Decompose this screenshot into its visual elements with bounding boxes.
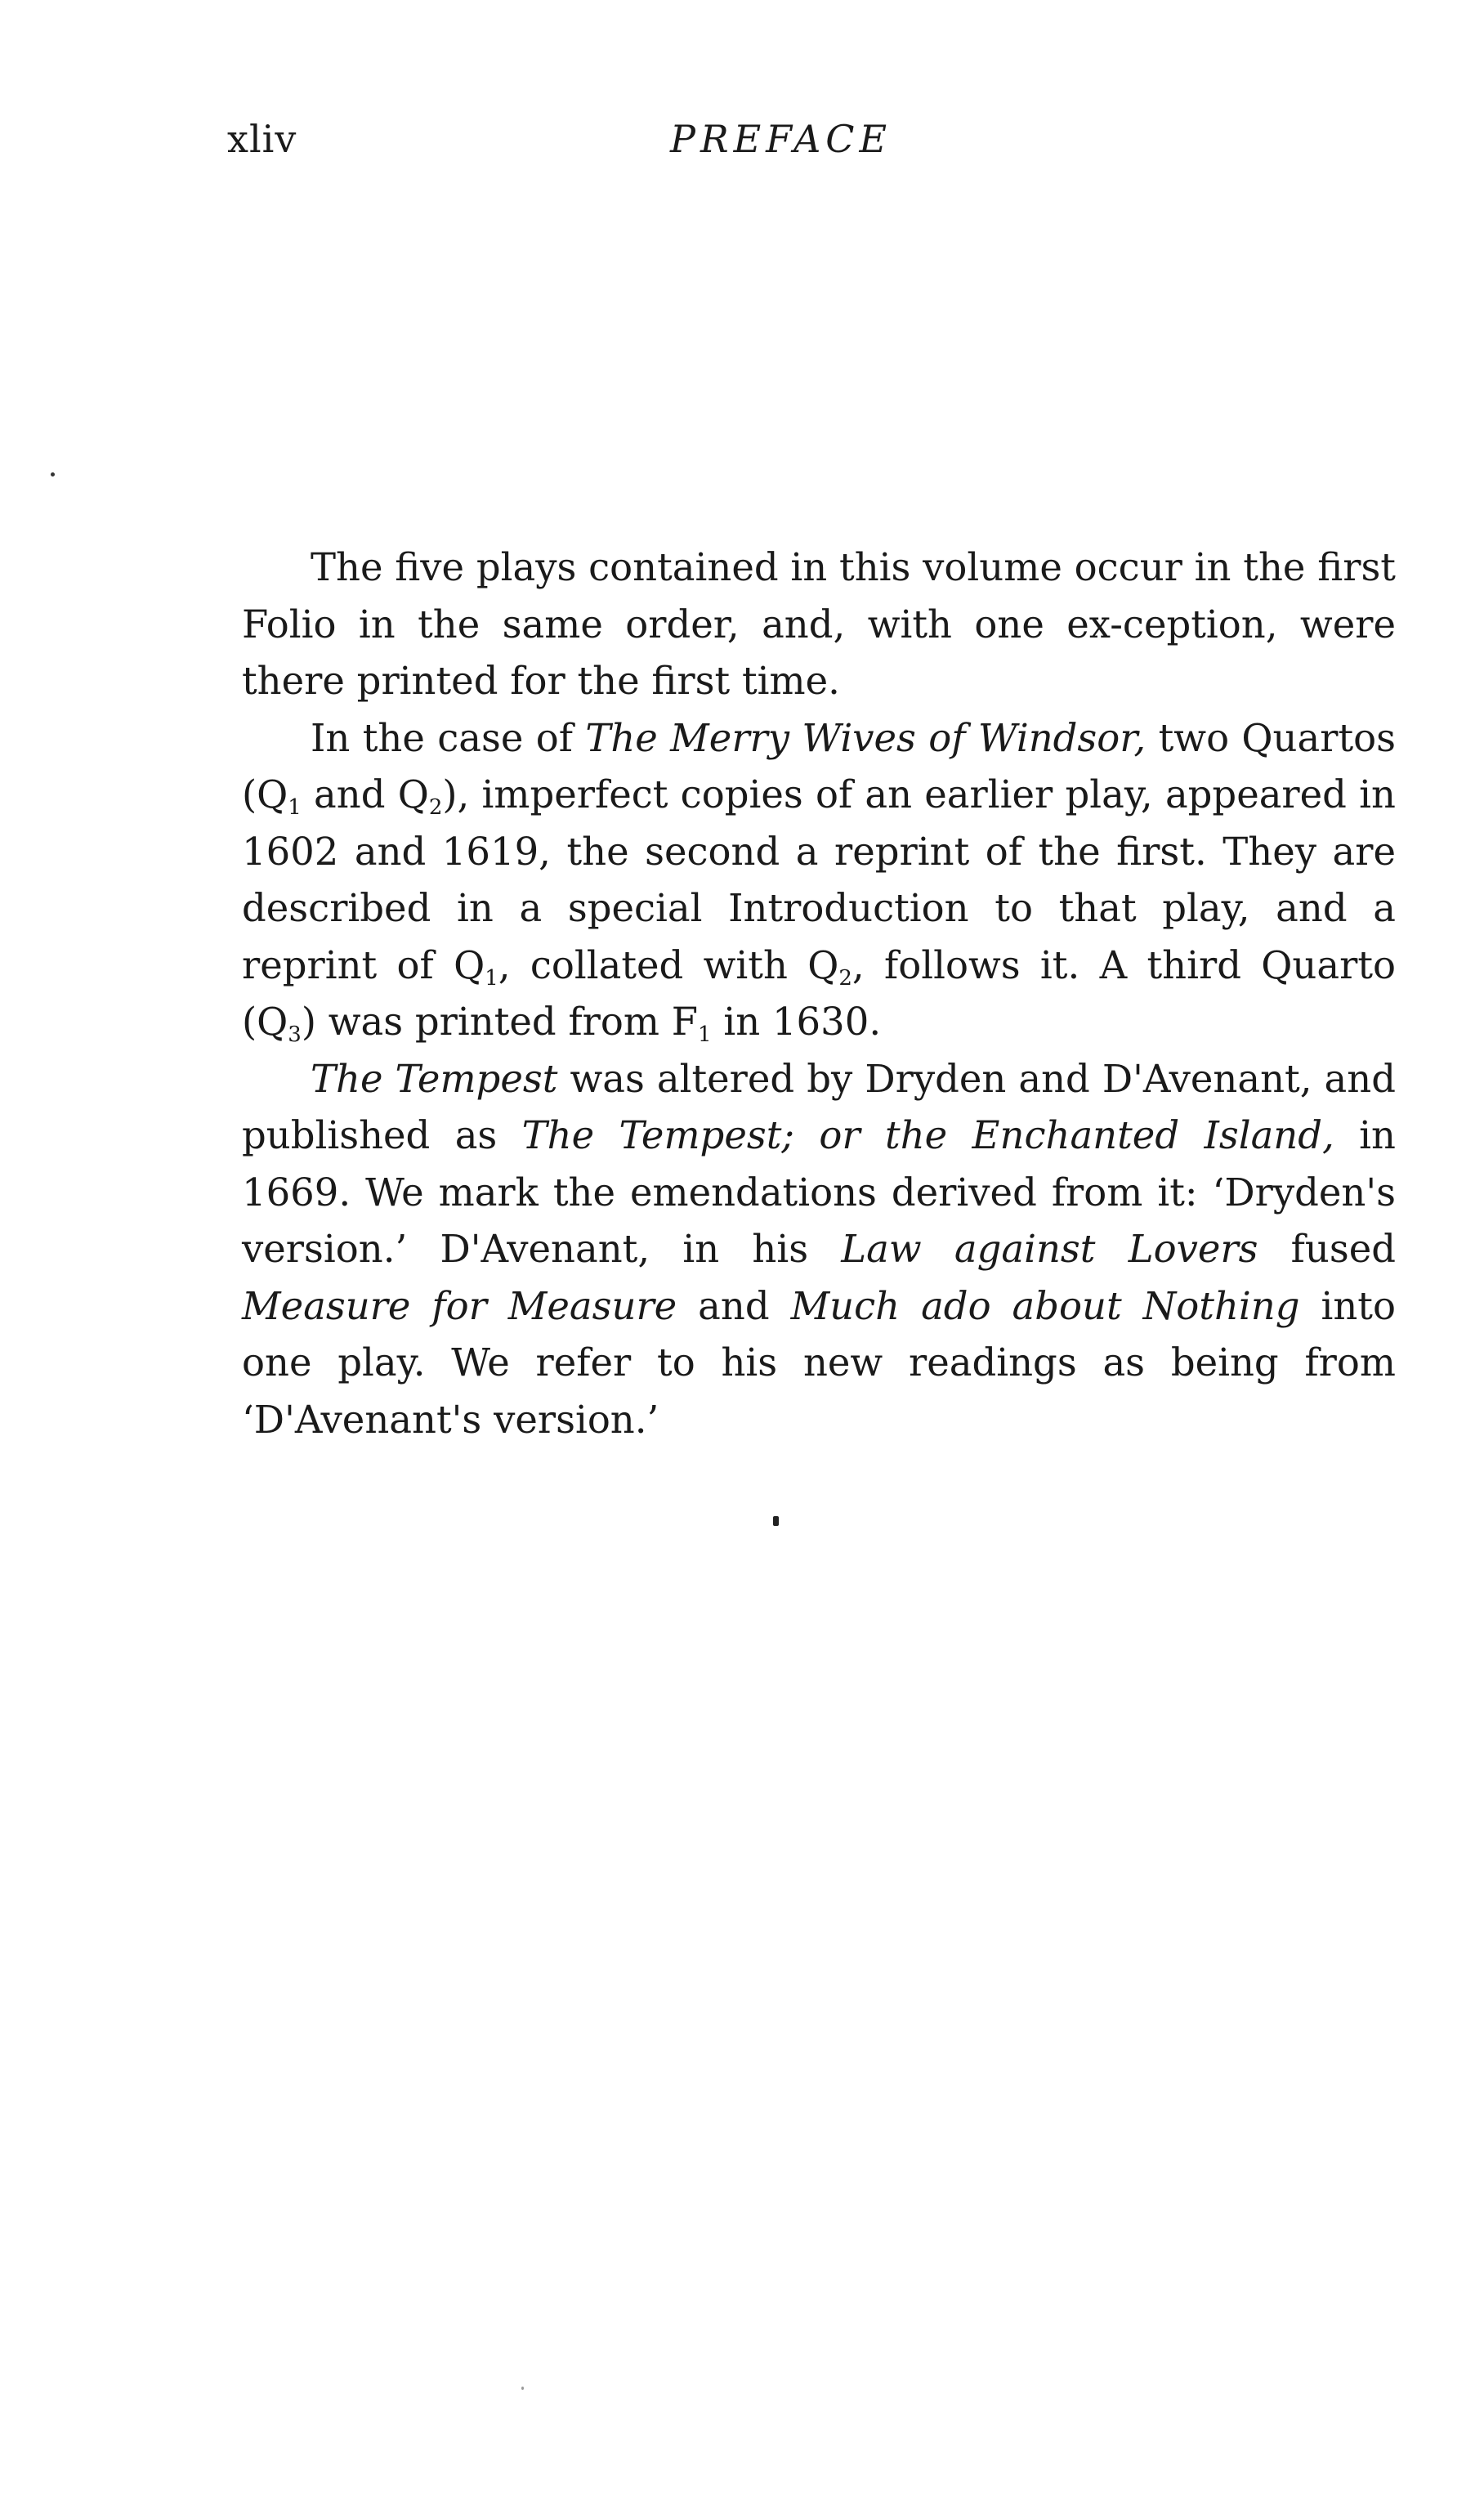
subscript: 2 bbox=[428, 795, 443, 820]
paragraph-3-text-2: in 1669. We mark the emendations derived from it: ‘Dryden's version.’ D'Avenant, in his bbox=[242, 1113, 1396, 1271]
preface-body bbox=[242, 539, 1396, 1448]
play-title-tempest: The Tempest bbox=[311, 1056, 558, 1101]
page-number: xliv bbox=[227, 117, 297, 161]
paragraph-3-text-1: was altered by Dryden and D'Avenant, and published as bbox=[242, 1056, 1396, 1157]
play-title-merry-wives: The Merry Wives of Windsor, bbox=[585, 715, 1147, 760]
paragraph-1 bbox=[242, 539, 1396, 710]
paragraph-2-text-4: ), imperfect copies of an earlier play, appeared in 1602 and 1619, the second a reprint of the first. They are described in a special Introduction to that play, and a reprint of Q bbox=[242, 772, 1396, 987]
paragraph-2-text-5: , collated with Q bbox=[498, 942, 839, 987]
play-title-enchanted-island: The Tempest; or the Enchanted Island, bbox=[521, 1113, 1334, 1157]
paragraph-3-text-4: and bbox=[677, 1283, 791, 1328]
page-title: PREFACE bbox=[670, 117, 892, 161]
paragraph-3-text-5: into one play. We refer to his new readings as being from ‘D'Avenant's version.’ bbox=[242, 1283, 1396, 1442]
subscript: 1 bbox=[485, 965, 498, 991]
paragraph-2-text-2: two Quartos (Q bbox=[242, 715, 1396, 817]
subscript: 2 bbox=[838, 965, 852, 991]
paragraph-2-text-6: , follows it. A third Quarto (Q bbox=[242, 942, 1396, 1044]
print-speck bbox=[51, 472, 55, 476]
paragraph-3 bbox=[242, 1051, 1396, 1449]
paragraph-2-text-8: in 1630. bbox=[711, 1000, 882, 1044]
paragraph-2-text-1: In the case of bbox=[311, 715, 586, 760]
paragraph-2 bbox=[242, 710, 1396, 1051]
play-title-much-ado: Much ado about Nothing bbox=[790, 1283, 1300, 1328]
paragraph-1-text: The five plays contained in this volume occur in the first Folio in the same order, and, with one ex-ception, were there printed for the first time. bbox=[242, 545, 1396, 703]
play-title-law-against-lovers: Law against Lovers bbox=[841, 1227, 1258, 1271]
subscript: 1 bbox=[698, 1022, 712, 1047]
print-speck bbox=[773, 1516, 779, 1526]
paragraph-2-text-7: ) was printed from F bbox=[301, 1000, 699, 1044]
print-speck bbox=[521, 2387, 524, 2390]
running-head bbox=[0, 110, 1484, 168]
subscript: 3 bbox=[288, 1022, 302, 1047]
paragraph-2-text-3: and Q bbox=[301, 772, 429, 817]
play-title-measure-for-measure: Measure for Measure bbox=[242, 1283, 677, 1328]
subscript: 1 bbox=[288, 795, 302, 820]
paragraph-3-text-3: fused bbox=[1258, 1227, 1396, 1271]
